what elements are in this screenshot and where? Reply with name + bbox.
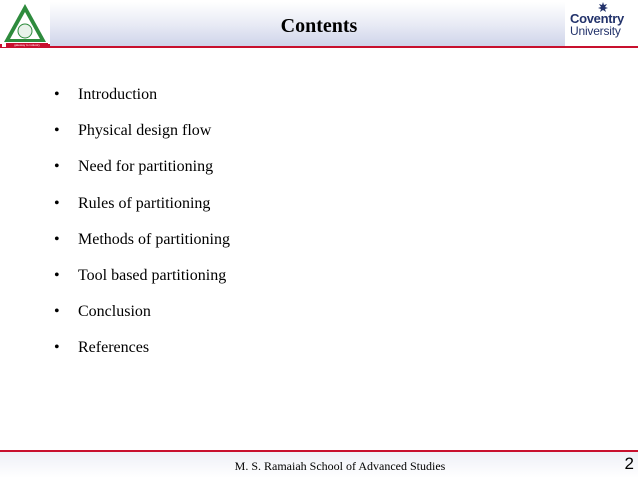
list-item — [54, 300, 230, 336]
list-item-label: Physical design flow — [78, 122, 212, 140]
coventry-wordmark — [570, 12, 634, 37]
bullet-icon: • — [54, 230, 60, 248]
slide-header — [0, 0, 638, 50]
logo-line-2: University — [570, 24, 621, 38]
list-item — [54, 192, 230, 228]
slide-title: Contents — [280, 15, 358, 37]
logo-line-1: Coventry — [570, 11, 624, 26]
list-item — [54, 155, 230, 191]
header-rule — [0, 46, 638, 48]
bullet-icon: • — [54, 266, 60, 284]
list-item-label: Methods of partitioning — [78, 230, 230, 248]
bullet-icon: • — [54, 122, 60, 140]
list-item — [54, 264, 230, 300]
page-number: 2 — [624, 454, 634, 473]
list-item-label: Rules of partitioning — [78, 194, 211, 212]
list-item-label: Introduction — [78, 86, 158, 103]
bullet-icon: • — [54, 194, 60, 212]
list-item-label: Conclusion — [78, 303, 151, 321]
list-item — [54, 228, 230, 264]
list-item-label: Tool based partitioning — [78, 266, 227, 284]
list-item — [54, 336, 230, 372]
list-item-label: Need for partitioning — [78, 158, 214, 176]
bullet-icon: • — [54, 303, 60, 321]
contents-list — [54, 83, 230, 373]
footer-institution: M. S. Ramaiah School of Advanced Studies — [234, 459, 446, 473]
list-item — [54, 83, 230, 119]
bullet-icon: • — [54, 158, 60, 176]
coventry-university-logo-icon — [570, 2, 634, 46]
institution-logo-tagline: gateway to industry — [6, 43, 48, 48]
bullet-icon: • — [54, 339, 60, 357]
list-item — [54, 119, 230, 155]
bullet-icon: • — [54, 86, 60, 103]
list-item-label: References — [78, 339, 150, 357]
